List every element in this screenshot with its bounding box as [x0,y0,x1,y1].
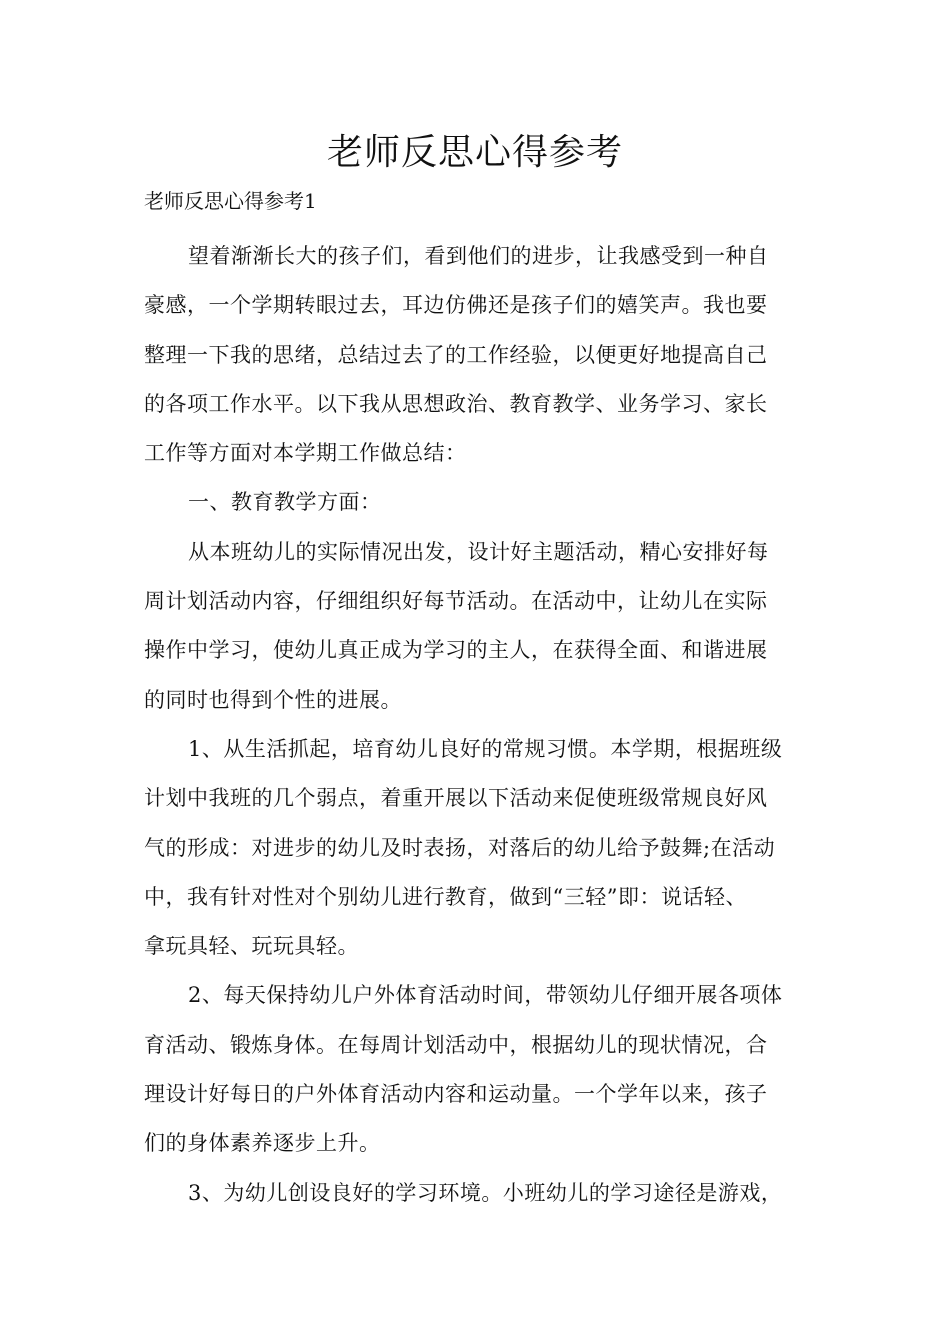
text-line: 一、教育教学方面： [188,490,382,515]
text-line: 气的形成：对进步的幼儿及时表扬，对落后的幼儿给予鼓舞;在活动 [144,835,776,860]
text-line: 理设计好每日的户外体育活动内容和运动量。一个学年以来，孩子 [144,1082,768,1107]
paragraph-item-3 [144,1169,810,1218]
document-title: 老师反思心得参考 [326,132,623,173]
text-line: 1、从生活抓起，培育幼儿良好的常规习惯。本学期，根据班级 [188,736,783,761]
text-line: 2、每天保持幼儿户外体育活动时间，带领幼儿仔细开展各项体 [188,983,783,1008]
document-subtitle: 老师反思心得参考1 [144,189,317,213]
document-body [144,232,810,1218]
text-line: 整理一下我的思绪，总结过去了的工作经验，以便更好地提高自己 [144,342,768,367]
paragraph-item-2 [144,971,810,1168]
text-line: 拿玩具轻、玩玩具轻。 [144,934,359,959]
text-line: 望着渐渐长大的孩子们，看到他们的进步，让我感受到一种自 [188,244,769,268]
text-line: 的同时也得到个性的进展。 [144,687,402,712]
text-line: 中，我有针对性对个别幼儿进行教育，做到“三轻”即：说话轻、 [144,884,747,909]
paragraph-reflection-intro [144,232,810,478]
text-line: 们的身体素养逐步上升。 [144,1131,381,1156]
paragraph-item-1 [144,725,810,971]
text-line: 的各项工作水平。以下我从思想政治、教育教学、业务学习、家长 [144,391,768,416]
text-line: 工作等方面对本学期工作做总结： [144,441,467,466]
text-line: 3、为幼儿创设良好的学习环境。小班幼儿的学习途径是游戏， [188,1180,783,1205]
section-heading-teaching [144,478,810,527]
text-line: 计划中我班的几个弱点，着重开展以下活动来促使班级常规良好风 [144,786,768,811]
text-line: 操作中学习，使幼儿真正成为学习的主人，在获得全面、和谐进展 [144,638,768,663]
text-line: 豪感，一个学期转眼过去，耳边仿佛还是孩子们的嬉笑声。我也要 [144,293,768,318]
text-line: 育活动、锻炼身体。在每周计划活动中，根据幼儿的现状情况，合 [144,1032,768,1057]
text-line: 从本班幼儿的实际情况出发，设计好主题活动，精心安排好每 [188,539,769,564]
paragraph-teaching-overview [144,528,810,725]
text-line: 周计划活动内容，仔细组织好每节活动。在活动中，让幼儿在实际 [144,589,768,614]
